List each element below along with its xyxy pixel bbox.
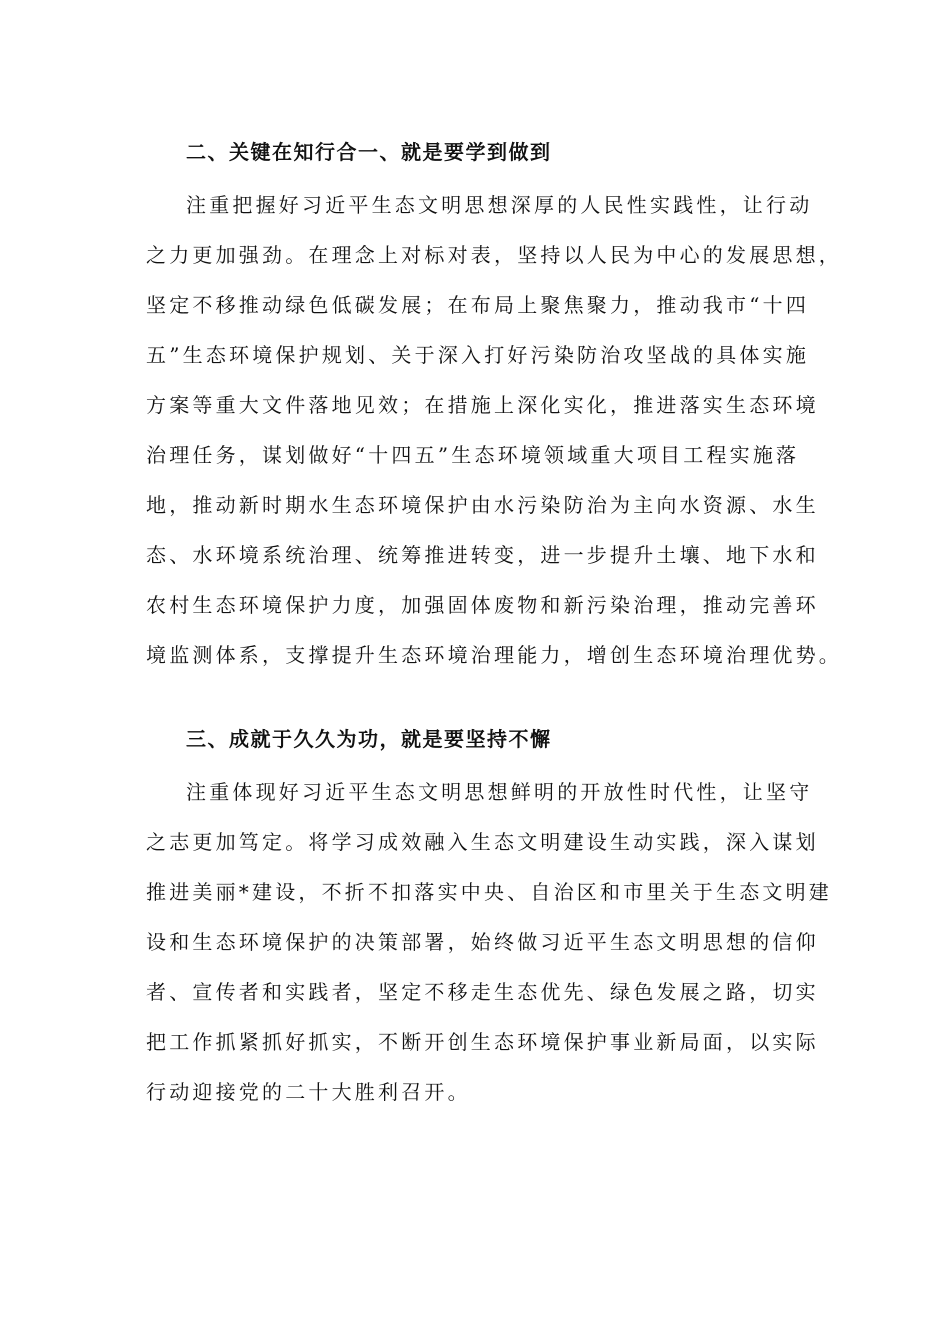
paragraph-line: 农村生态环境保护力度，加强固体废物和新污染治理，推动完善环	[146, 593, 819, 617]
paragraph-line: 坚定不移推动绿色低碳发展；在布局上聚焦聚力，推动我市“十四	[146, 293, 810, 317]
paragraph-line: 境监测体系，支撑提升生态环境治理能力，增创生态环境治理优势。	[146, 643, 842, 667]
paragraph-line: 把工作抓紧抓好抓实，不断开创生态环境保护事业新局面，以实际	[146, 1030, 819, 1054]
paragraph-line: 地，推动新时期水生态环境保护由水污染防治为主向水资源、水生	[146, 493, 819, 517]
paragraph-line: 注重体现好习近平生态文明思想鲜明的开放性时代性，让坚守	[186, 780, 813, 804]
paragraph-line: 注重把握好习近平生态文明思想深厚的人民性实践性，让行动	[186, 193, 813, 217]
paragraph-line: 行动迎接党的二十大胜利召开。	[146, 1080, 471, 1104]
section-heading-2: 二、关键在知行合一、就是要学到做到	[186, 140, 552, 164]
section-2-paragraph	[146, 180, 840, 680]
section-heading-3: 三、成就于久久为功，就是要坚持不懈	[186, 727, 552, 751]
document-body	[146, 133, 840, 1117]
paragraph-gap	[146, 171, 840, 180]
paragraph-line: 推进美丽*建设，不折不扣落实中央、自治区和市里关于生态文明建	[146, 880, 832, 904]
paragraph-line: 治理任务，谋划做好“十四五”生态环境领域重大项目工程实施落	[146, 443, 800, 467]
paragraph-line: 方案等重大文件落地见效；在措施上深化实化，推进落实生态环境	[146, 393, 819, 417]
paragraph-line: 设和生态环境保护的决策部署，始终做习近平生态文明思想的信仰	[146, 930, 819, 954]
paragraph-line: 之力更加强劲。在理念上对标对表，坚持以人民为中心的发展思想，	[146, 243, 842, 267]
paragraph-line: 者、宣传者和实践者，坚定不移走生态优先、绿色发展之路，切实	[146, 980, 819, 1004]
section-3-paragraph	[146, 767, 840, 1117]
paragraph-line: 之志更加笃定。将学习成效融入生态文明建设生动实践，深入谋划	[146, 830, 819, 854]
paragraph-gap	[146, 758, 840, 767]
section-gap	[146, 680, 840, 720]
paragraph-line: 态、水环境系统治理、统筹推进转变，进一步提升土壤、地下水和	[146, 543, 819, 567]
paragraph-line: 五”生态环境保护规划、关于深入打好污染防治攻坚战的具体实施	[146, 343, 810, 367]
